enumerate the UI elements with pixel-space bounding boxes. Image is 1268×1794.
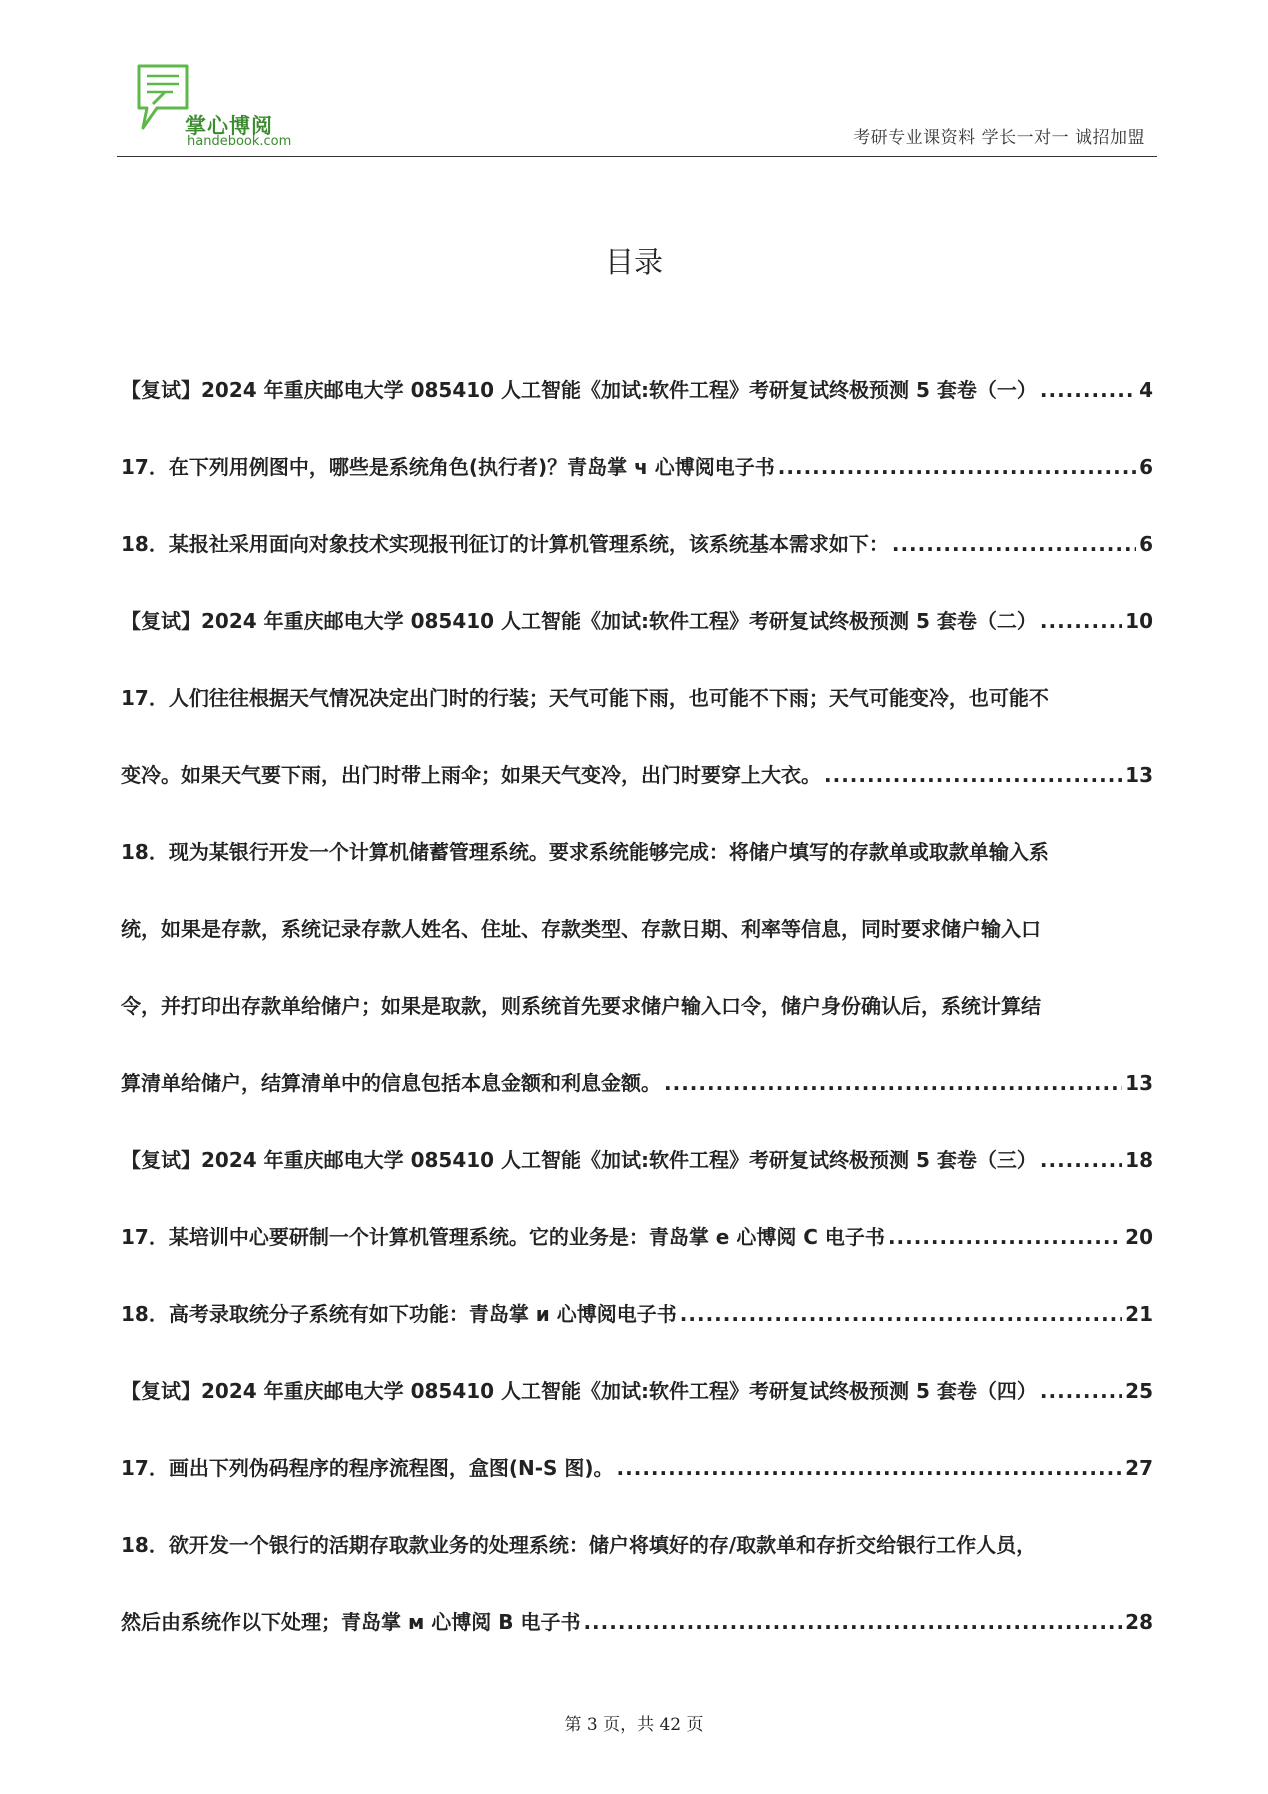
toc-page-number: 27 xyxy=(1125,1456,1153,1480)
toc-entry-line xyxy=(121,1122,1153,1199)
toc-entry-line xyxy=(121,737,1153,814)
toc-entry-line xyxy=(121,583,1153,660)
toc-entry-text: 变冷。如果天气要下雨，出门时带上雨伞；如果天气变冷，出门时要穿上大衣。 xyxy=(121,763,821,787)
toc-entry-text: 17．画出下列伪码程序的程序流程图，盒图(N-S 图)。 xyxy=(121,1456,614,1480)
handebook-logo xyxy=(135,62,295,152)
toc-leader-dots xyxy=(1040,1353,1122,1430)
toc-page-number: 13 xyxy=(1125,763,1153,787)
table-of-contents xyxy=(121,352,1153,1661)
toc-entry-line xyxy=(121,1276,1153,1353)
toc-leader-dots xyxy=(664,1045,1122,1122)
toc-entry-line xyxy=(121,1507,1153,1584)
toc-entry-line xyxy=(121,429,1153,506)
toc-entry-text: 算清单给储户，结算清单中的信息包括本息金额和利息金额。 xyxy=(121,1071,661,1095)
toc-entry-line xyxy=(121,660,1153,737)
toc-entry[interactable] xyxy=(121,506,1153,583)
toc-entry-line xyxy=(121,352,1153,429)
toc-leader-dots xyxy=(892,506,1136,583)
logo-name: 掌心博阅 xyxy=(185,114,273,138)
toc-entry-line xyxy=(121,1430,1153,1507)
toc-entry-text: 然后由系统作以下处理；青岛掌 м 心博阅 B 电子书 xyxy=(121,1610,581,1634)
toc-entry-text: 令，并打印出存款单给储户；如果是取款，则系统首先要求储户输入口令，储户身份确认后，系统计算结 xyxy=(121,994,1041,1018)
toc-page-number: 4 xyxy=(1139,378,1153,402)
toc-entry[interactable] xyxy=(121,583,1153,660)
page-title: 目录 xyxy=(604,245,663,279)
toc-entry-line xyxy=(121,1199,1153,1276)
toc-page-number: 6 xyxy=(1139,455,1153,479)
toc-entry-line xyxy=(121,1584,1153,1661)
toc-page-number: 10 xyxy=(1125,609,1153,633)
logo-url: handebook.com xyxy=(187,134,292,149)
toc-leader-dots xyxy=(824,737,1122,814)
toc-entry[interactable] xyxy=(121,660,1153,814)
toc-page-number: 25 xyxy=(1125,1379,1153,1403)
toc-page-number: 6 xyxy=(1139,532,1153,556)
toc-entry-line xyxy=(121,814,1153,891)
toc-page-number: 13 xyxy=(1125,1071,1153,1095)
toc-entry-text: 18．某报社采用面向对象技术实现报刊征订的计算机管理系统，该系统基本需求如下： xyxy=(121,532,889,556)
toc-leader-dots xyxy=(1040,1122,1122,1199)
toc-entry[interactable] xyxy=(121,1122,1153,1199)
toc-leader-dots xyxy=(1040,583,1122,660)
page-header xyxy=(117,58,1157,157)
toc-entry-text: 18．高考录取统分子系统有如下功能：青岛掌 и 心博阅电子书 xyxy=(121,1302,677,1326)
toc-entry-line xyxy=(121,968,1153,1045)
toc-entry-line xyxy=(121,1353,1153,1430)
toc-leader-dots xyxy=(617,1430,1123,1507)
toc-page-number: 20 xyxy=(1125,1225,1153,1249)
toc-leader-dots xyxy=(778,429,1136,506)
toc-leader-dots xyxy=(583,1584,1122,1661)
toc-entry[interactable] xyxy=(121,814,1153,1122)
toc-page-number: 18 xyxy=(1125,1148,1153,1172)
toc-entry-line xyxy=(121,891,1153,968)
toc-page-number: 28 xyxy=(1125,1610,1153,1634)
toc-leader-dots xyxy=(888,1199,1122,1276)
toc-entry-text: 【复试】2024 年重庆邮电大学 085410 人工智能《加试:软件工程》考研复试终极预测 5 套卷（二） xyxy=(121,609,1037,633)
toc-entry-text: 17．人们往往根据天气情况决定出门时的行装；天气可能下雨，也可能不下雨；天气可能变冷，也可能不 xyxy=(121,686,1049,710)
toc-entry[interactable] xyxy=(121,1276,1153,1353)
toc-entry[interactable] xyxy=(121,1430,1153,1507)
toc-entry-text: 18．现为某银行开发一个计算机储蓄管理系统。要求系统能够完成：将储户填写的存款单或取款单输入系 xyxy=(121,840,1049,864)
toc-entry[interactable] xyxy=(121,1353,1153,1430)
toc-entry-text: 17．某培训中心要研制一个计算机管理系统。它的业务是：青岛掌 e 心博阅 C 电子书 xyxy=(121,1225,885,1249)
toc-entry-text: 17．在下列用例图中，哪些是系统角色(执行者)？青岛掌 ч 心博阅电子书 xyxy=(121,455,775,479)
toc-entry[interactable] xyxy=(121,429,1153,506)
toc-entry[interactable] xyxy=(121,352,1153,429)
toc-entry-text: 【复试】2024 年重庆邮电大学 085410 人工智能《加试:软件工程》考研复试终极预测 5 套卷（一） xyxy=(121,378,1037,402)
header-slogan: 考研专业课资料 学长一对一 诚招加盟 xyxy=(853,128,1145,148)
toc-entry-text: 18．欲开发一个银行的活期存取款业务的处理系统：储户将填好的存/取款单和存折交给银行工作人员， xyxy=(121,1533,1037,1557)
toc-entry-line xyxy=(121,1045,1153,1122)
page-number: 第 3 页，共 42 页 xyxy=(564,1715,704,1735)
toc-entry-text: 统，如果是存款，系统记录存款人姓名、住址、存款类型、存款日期、利率等信息，同时要求储户输入口 xyxy=(121,917,1041,941)
toc-entry-text: 【复试】2024 年重庆邮电大学 085410 人工智能《加试:软件工程》考研复试终极预测 5 套卷（四） xyxy=(121,1379,1037,1403)
toc-entry[interactable] xyxy=(121,1199,1153,1276)
toc-entry[interactable] xyxy=(121,1507,1153,1661)
toc-leader-dots xyxy=(680,1276,1122,1353)
toc-entry-line xyxy=(121,506,1153,583)
toc-leader-dots xyxy=(1040,352,1136,429)
toc-entry-text: 【复试】2024 年重庆邮电大学 085410 人工智能《加试:软件工程》考研复试终极预测 5 套卷（三） xyxy=(121,1148,1037,1172)
toc-page-number: 21 xyxy=(1125,1302,1153,1326)
